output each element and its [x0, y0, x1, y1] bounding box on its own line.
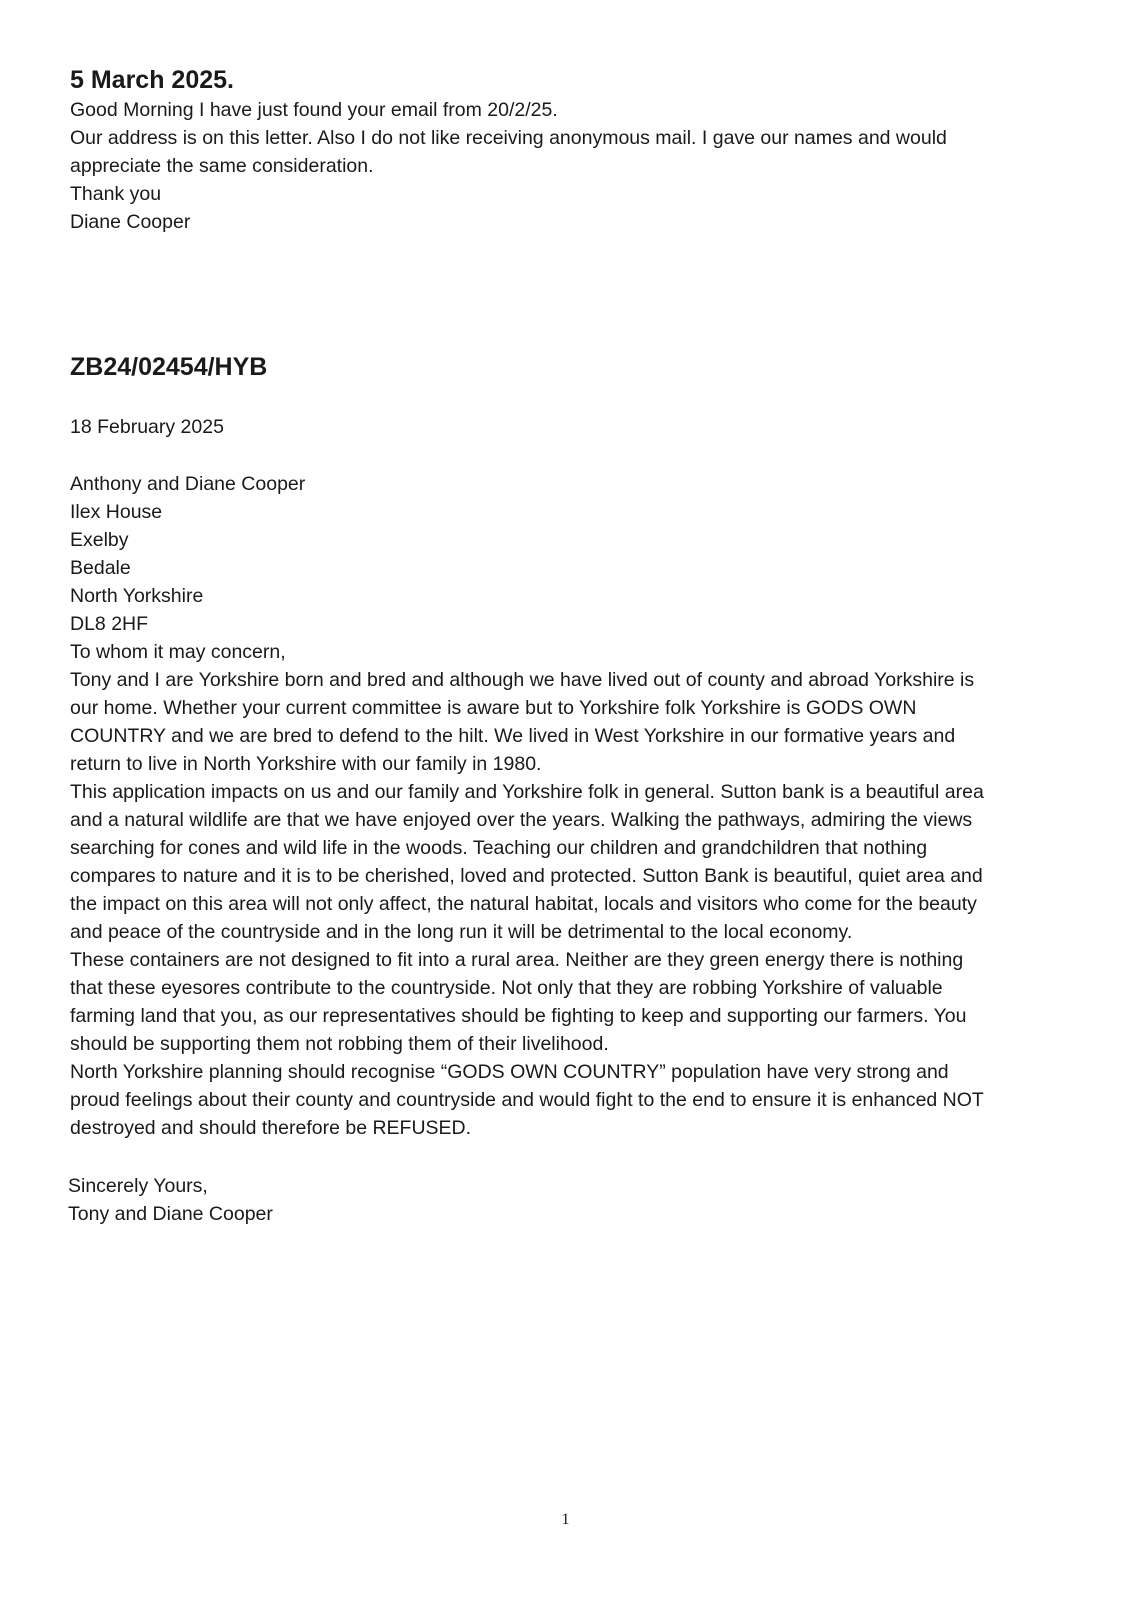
sender-address: [70, 470, 1070, 638]
paragraph-3: [70, 946, 1070, 1058]
address-line: North Yorkshire: [70, 585, 204, 607]
paragraph-line: and a natural wildlife are that we have enjoyed over the years. Walking the pathways, admiring the views: [70, 809, 973, 831]
paragraph-line: destroyed and should therefore be REFUSED.: [70, 1117, 472, 1139]
address-line: Exelby: [70, 529, 129, 551]
paragraph-line: These containers are not designed to fit into a rural area. Neither are they green energy there is nothing: [70, 949, 964, 971]
letter-date: 18 February 2025: [70, 416, 224, 438]
address-line: Anthony and Diane Cooper: [70, 473, 306, 495]
salutation: To whom it may concern,: [70, 641, 286, 663]
paragraph-2: [70, 778, 1070, 946]
paragraph-line: and peace of the countryside and in the long run it will be detrimental to the local economy.: [70, 921, 853, 943]
note-line: Good Morning I have just found your email from 20/2/25.: [70, 99, 558, 121]
address-line: DL8 2HF: [70, 613, 149, 635]
closing-phrase: Sincerely Yours,: [68, 1175, 208, 1197]
letter-body: [70, 470, 1070, 1142]
paragraph-line: COUNTRY and we are bred to defend to the hilt. We lived in West Yorkshire in our formative years and: [70, 725, 956, 747]
paragraph-line: Tony and I are Yorkshire born and bred and although we have lived out of county and abroad Yorkshire is: [70, 669, 975, 691]
paragraph-line: compares to nature and it is to be cherished, loved and protected. Sutton Bank is beautiful, quiet area and: [70, 865, 983, 887]
paragraph-line: the impact on this area will not only affect, the natural habitat, locals and visitors who come for the beauty: [70, 893, 977, 915]
address-line: Ilex House: [70, 501, 163, 523]
paragraph-line: searching for cones and wild life in the woods. Teaching our children and grandchildren that nothing: [70, 837, 928, 859]
paragraph-line: proud feelings about their county and countryside and would fight to the end to ensure it is enhanced NOT: [70, 1089, 984, 1111]
page-number: 1: [561, 1511, 570, 1528]
note-date-heading: 5 March 2025.: [70, 66, 234, 94]
paragraph-line: This application impacts on us and our family and Yorkshire folk in general. Sutton bank is a beautiful area: [70, 781, 984, 803]
note-line: Our address is on this letter. Also I do not like receiving anonymous mail. I gave our names and would: [70, 127, 947, 149]
paragraph-line: North Yorkshire planning should recognise “GODS OWN COUNTRY” population have very strong and: [70, 1061, 949, 1083]
paragraph-4: [70, 1058, 1070, 1142]
paragraph-line: that these eyesores contribute to the countryside. Not only that they are robbing Yorkshire of valuable: [70, 977, 943, 999]
note-line: Thank you: [70, 183, 162, 205]
paragraph-line: should be supporting them not robbing them of their livelihood.: [70, 1033, 609, 1055]
letter-closing: [68, 1172, 273, 1228]
letter-signature: Tony and Diane Cooper: [68, 1203, 273, 1225]
note-line: appreciate the same consideration.: [70, 155, 374, 177]
address-line: Bedale: [70, 557, 131, 579]
planning-reference: ZB24/02454/HYB: [70, 353, 268, 381]
paragraph-line: return to live in North Yorkshire with our family in 1980.: [70, 753, 542, 775]
paragraph-line: farming land that you, as our representatives should be fighting to keep and supporting our farmers. You: [70, 1005, 967, 1027]
email-note: [70, 64, 1070, 236]
note-signature: Diane Cooper: [70, 211, 191, 233]
paragraph-1: [70, 666, 1070, 778]
paragraph-line: our home. Whether your current committee is aware but to Yorkshire folk Yorkshire is GODS OWN: [70, 697, 917, 719]
